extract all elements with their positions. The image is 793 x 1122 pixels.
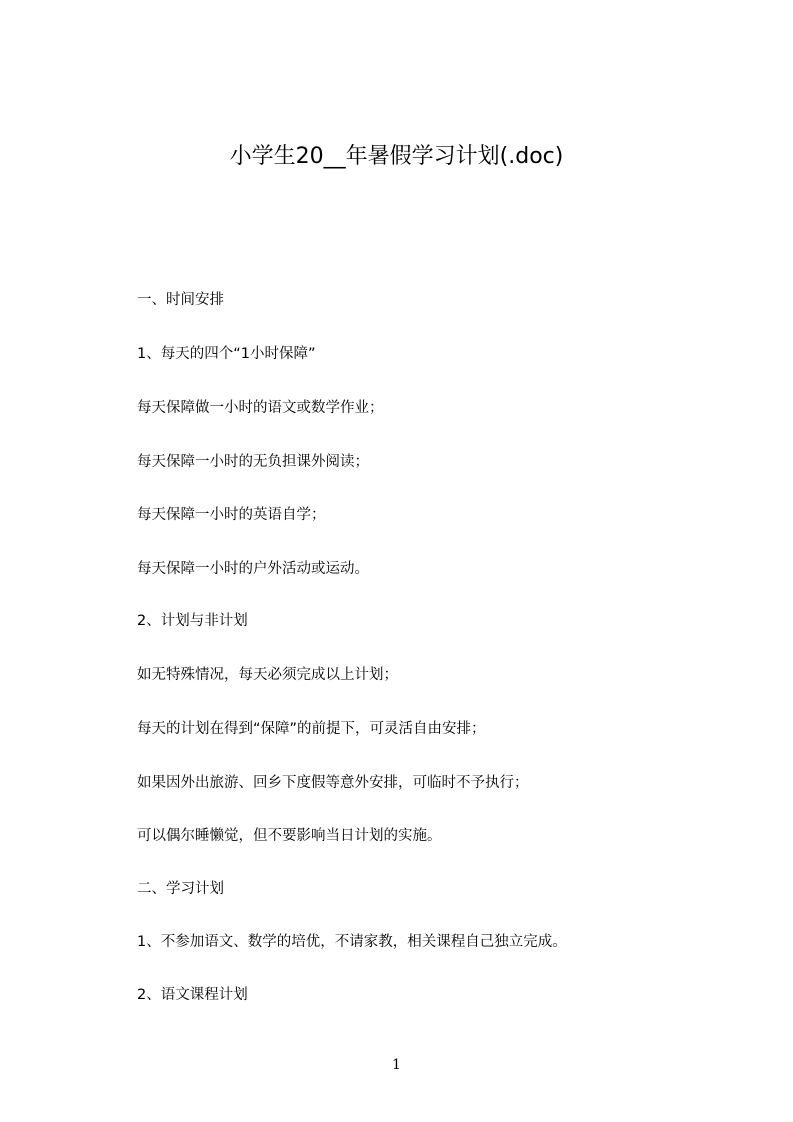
paragraph-line: 如果因外出旅游、回乡下度假等意外安排，可临时不予执行； [137,775,529,791]
paragraph-line: 每天保障做一小时的语文或数学作业； [137,400,384,416]
section-heading-study-plan: 二、学习计划 [137,881,224,897]
paragraph-line: 如无特殊情况，每天必须完成以上计划； [137,667,398,683]
paragraph-line: 每天保障一小时的英语自学； [137,507,326,523]
paragraph-line: 每天保障一小时的户外活动或运动。 [137,561,369,577]
section-heading-time-arrangement: 一、时间安排 [137,292,224,308]
paragraph-line: 每天保障一小时的无负担课外阅读； [137,454,369,470]
paragraph-line: 每天的计划在得到“保障”的前提下，可灵活自由安排； [137,721,486,737]
page-number: 1 [392,1057,401,1073]
subheading-chinese-course-plan: 2、语文课程计划 [137,987,248,1003]
document-title: 小学生20__年暑假学习计划(.doc) [229,144,564,169]
paragraph-line: 可以偶尔睡懒觉，但不要影响当日计划的实施。 [137,828,442,844]
paragraph-line: 1、不参加语文、数学的培优，不请家教，相关课程自己独立完成。 [137,934,567,950]
subheading-four-hour-guarantees: 1、每天的四个“1小时保障” [137,346,316,362]
subheading-plan-and-non-plan: 2、计划与非计划 [137,613,248,629]
